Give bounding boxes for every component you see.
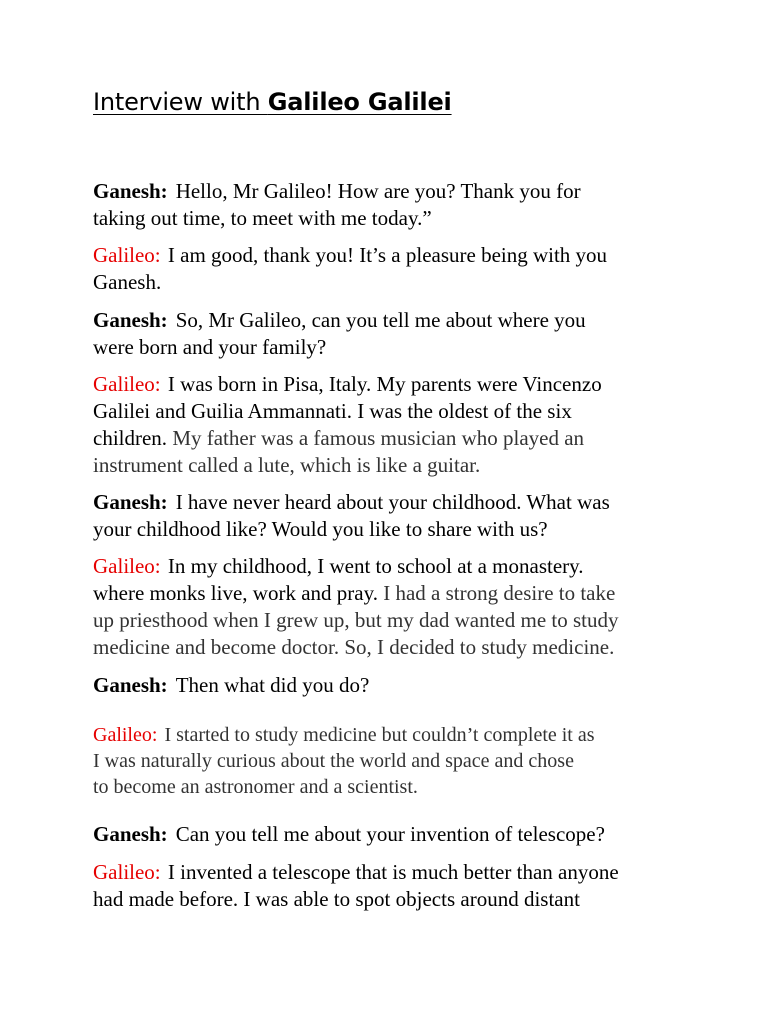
dialogue-ganesh-birthplace — [93, 307, 693, 361]
dialogue-line — [93, 553, 693, 580]
speaker-label-ganesh: Ganesh: — [93, 179, 168, 203]
dialogue-line: to become an astronomer and a scientist. — [93, 776, 418, 798]
dialogue-ganesh-childhood — [93, 489, 693, 543]
dialogue-galileo-telescope — [93, 859, 693, 913]
dialogue-ganesh-telescope — [93, 821, 693, 848]
dialogue-line: taking out time, to meet with me today.” — [93, 206, 432, 230]
dialogue-ganesh-then — [93, 672, 693, 699]
dialogue-galileo-childhood — [93, 553, 693, 661]
dialogue-text: Can you tell me about your invention of telescope? — [175, 822, 605, 846]
dialogue-text: I am good, thank you! It’s a pleasure being with you — [167, 243, 608, 267]
dialogue-text: My father was a famous musician who played an — [167, 426, 585, 450]
dialogue-line — [93, 371, 693, 398]
dialogue-line: I was naturally curious about the world and space and chose — [93, 750, 574, 772]
speaker-label-galileo: Galileo: — [93, 724, 158, 746]
dialogue-ganesh-greeting — [93, 178, 693, 232]
dialogue-text: In my childhood, I went to school at a monastery. — [167, 554, 584, 578]
dialogue-line: Galilei and Guilia Ammannati. I was the oldest of the six — [93, 399, 572, 423]
dialogue-line — [93, 242, 693, 269]
dialogue-line — [93, 672, 693, 699]
dialogue-line — [93, 425, 693, 452]
dialogue-line — [93, 821, 693, 848]
dialogue-line: were born and your family? — [93, 335, 327, 359]
dialogue-text: I invented a telescope that is much better than anyone — [167, 860, 619, 884]
speaker-label-galileo: Galileo: — [93, 554, 161, 578]
dialogue-line — [93, 307, 693, 334]
dialogue-galileo-reply-greeting — [93, 242, 693, 296]
dialogue-line: Ganesh. — [93, 270, 162, 294]
dialogue-line: your childhood like? Would you like to share with us? — [93, 517, 548, 541]
speaker-label-ganesh: Ganesh: — [93, 822, 168, 846]
dialogue-line — [93, 580, 693, 607]
speaker-label-ganesh: Ganesh: — [93, 673, 168, 697]
dialogue-text: I have never heard about your childhood. What was — [175, 490, 610, 514]
speaker-label-ganesh: Ganesh: — [93, 308, 168, 332]
dialogue-line — [93, 859, 693, 886]
dialogue-line: up priesthood when I grew up, but my dad wanted me to study — [93, 608, 619, 632]
dialogue-line — [93, 489, 693, 516]
dialogue-text: So, Mr Galileo, can you tell me about where you — [175, 308, 586, 332]
speaker-label-galileo: Galileo: — [93, 860, 161, 884]
dialogue-line: medicine and become doctor. So, I decided to study medicine. — [93, 635, 615, 659]
dialogue-text: Hello, Mr Galileo! How are you? Thank you for — [175, 179, 581, 203]
dialogue-text: I had a strong desire to take — [377, 581, 616, 605]
title-name: Galileo Galilei — [267, 88, 452, 116]
dialogue-line — [93, 722, 693, 748]
document-title — [93, 88, 452, 116]
dialogue-text: Then what did you do? — [175, 673, 370, 697]
dialogue-galileo-career — [93, 722, 693, 800]
dialogue-text: children. — [93, 426, 168, 450]
dialogue-galileo-family — [93, 371, 693, 479]
dialogue-line: instrument called a lute, which is like a guitar. — [93, 453, 481, 477]
dialogue-line — [93, 178, 693, 205]
speaker-label-galileo: Galileo: — [93, 243, 161, 267]
dialogue-text: I started to study medicine but couldn’t complete it as — [164, 724, 595, 746]
dialogue-text: I was born in Pisa, Italy. My parents were Vincenzo — [167, 372, 602, 396]
title-prefix: Interview with — [93, 88, 268, 116]
speaker-label-galileo: Galileo: — [93, 372, 161, 396]
speaker-label-ganesh: Ganesh: — [93, 490, 168, 514]
dialogue-line: had made before. I was able to spot objects around distant — [93, 887, 580, 911]
dialogue-text: where monks live, work and pray. — [93, 581, 378, 605]
